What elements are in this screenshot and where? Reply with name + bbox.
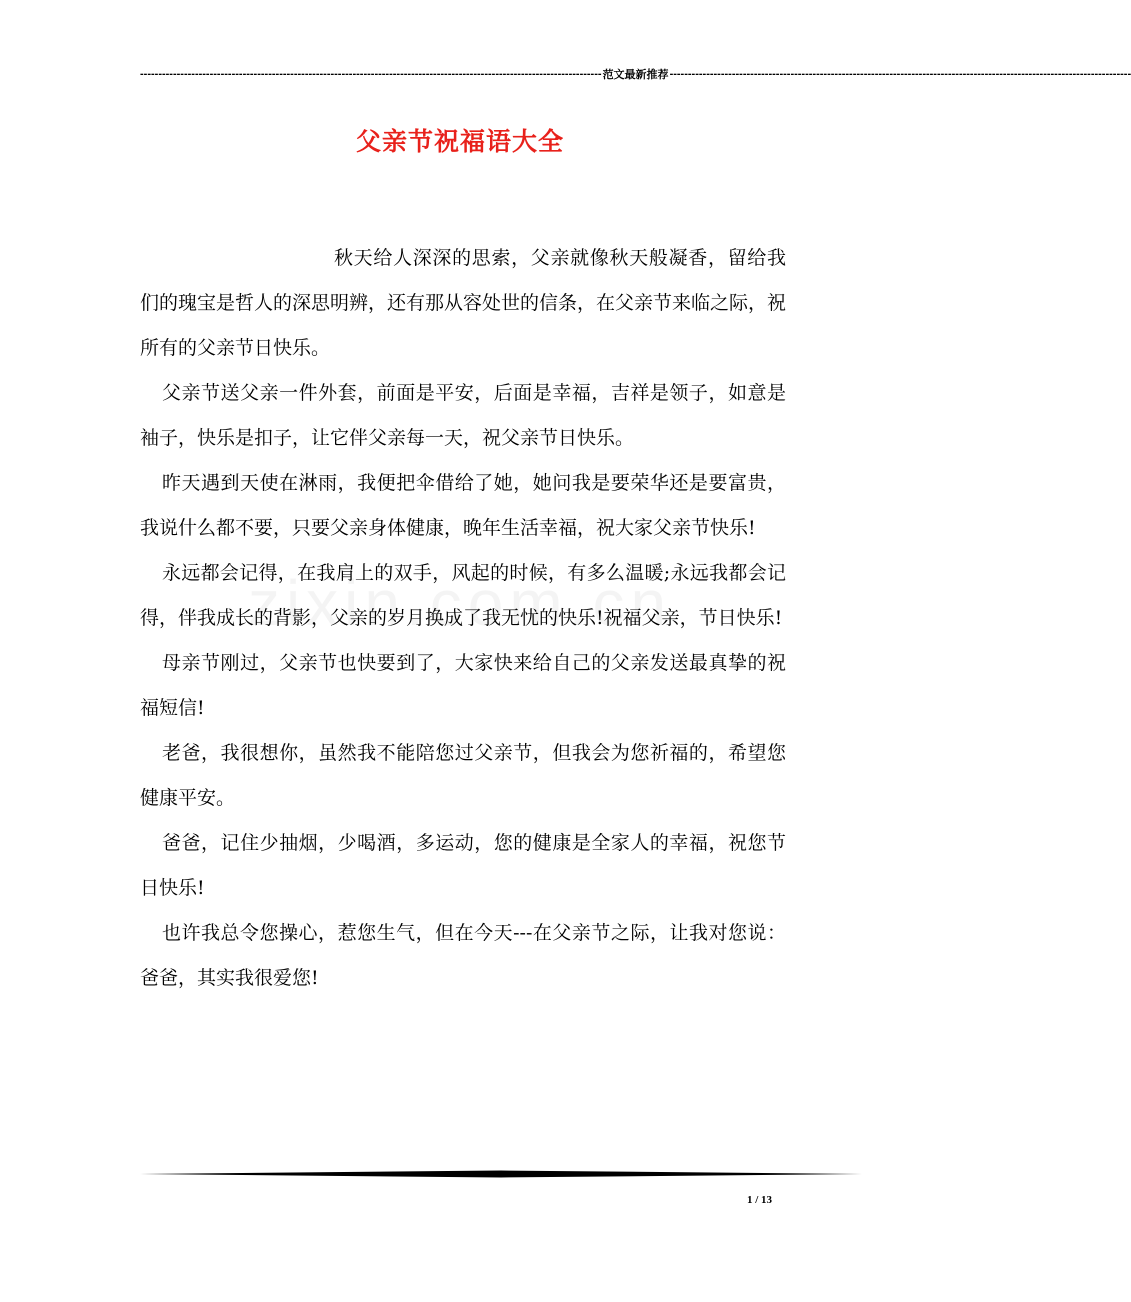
document-title: 父亲节祝福语大全 bbox=[355, 127, 564, 156]
paragraph: 父亲节送父亲一件外套，前面是平安，后面是幸福，吉祥是领子，如意是袖子，快乐是扣子，让它伴父亲每一天，祝父亲节日快乐。 bbox=[140, 382, 786, 449]
footer-rule bbox=[140, 1170, 862, 1178]
header-dash-right: ------------------------------------------------------------------------------------------------------------------------------ bbox=[669, 68, 1131, 80]
paragraph: 老爸，我很想你，虽然我不能陪您过父亲节，但我会为您祈福的，希望您健康平安。 bbox=[140, 742, 786, 809]
paragraph: 也许我总令您操心，惹您生气，但在今天---在父亲节之际，让我对您说：爸爸，其实我很爱您! bbox=[140, 922, 786, 989]
paragraph: 永远都会记得，在我肩上的双手，风起的时候，有多么温暖;永远我都会记得，伴我成长的背影，父亲的岁月换成了我无忧的快乐!祝福父亲，节日快乐! bbox=[140, 562, 786, 629]
paragraph: 秋天给人深深的思索，父亲就像秋天般凝香，留给我们的瑰宝是哲人的深思明辨，还有那从容处世的信条，在父亲节来临之际，祝所有的父亲节日快乐。 bbox=[140, 247, 787, 359]
page-header bbox=[140, 66, 1131, 82]
paragraph: 爸爸，记住少抽烟，少喝酒，多运动，您的健康是全家人的幸福，祝您节日快乐! bbox=[140, 832, 786, 899]
page-number: 1 / 13 bbox=[747, 1194, 773, 1206]
document-body bbox=[140, 236, 786, 1001]
paragraph: 母亲节刚过，父亲节也快要到了，大家快来给自己的父亲发送最真挚的祝福短信! bbox=[140, 652, 786, 719]
header-dash-left: ------------------------------------------------------------------------------------------------------------------------------ bbox=[140, 68, 602, 80]
header-label: 范文最新推荐 bbox=[602, 69, 669, 81]
paragraph: 昨天遇到天使在淋雨，我便把伞借给了她，她问我是要荣华还是要富贵，我说什么都不要，只要父亲身体健康，晚年生活幸福，祝大家父亲节快乐! bbox=[140, 472, 786, 539]
